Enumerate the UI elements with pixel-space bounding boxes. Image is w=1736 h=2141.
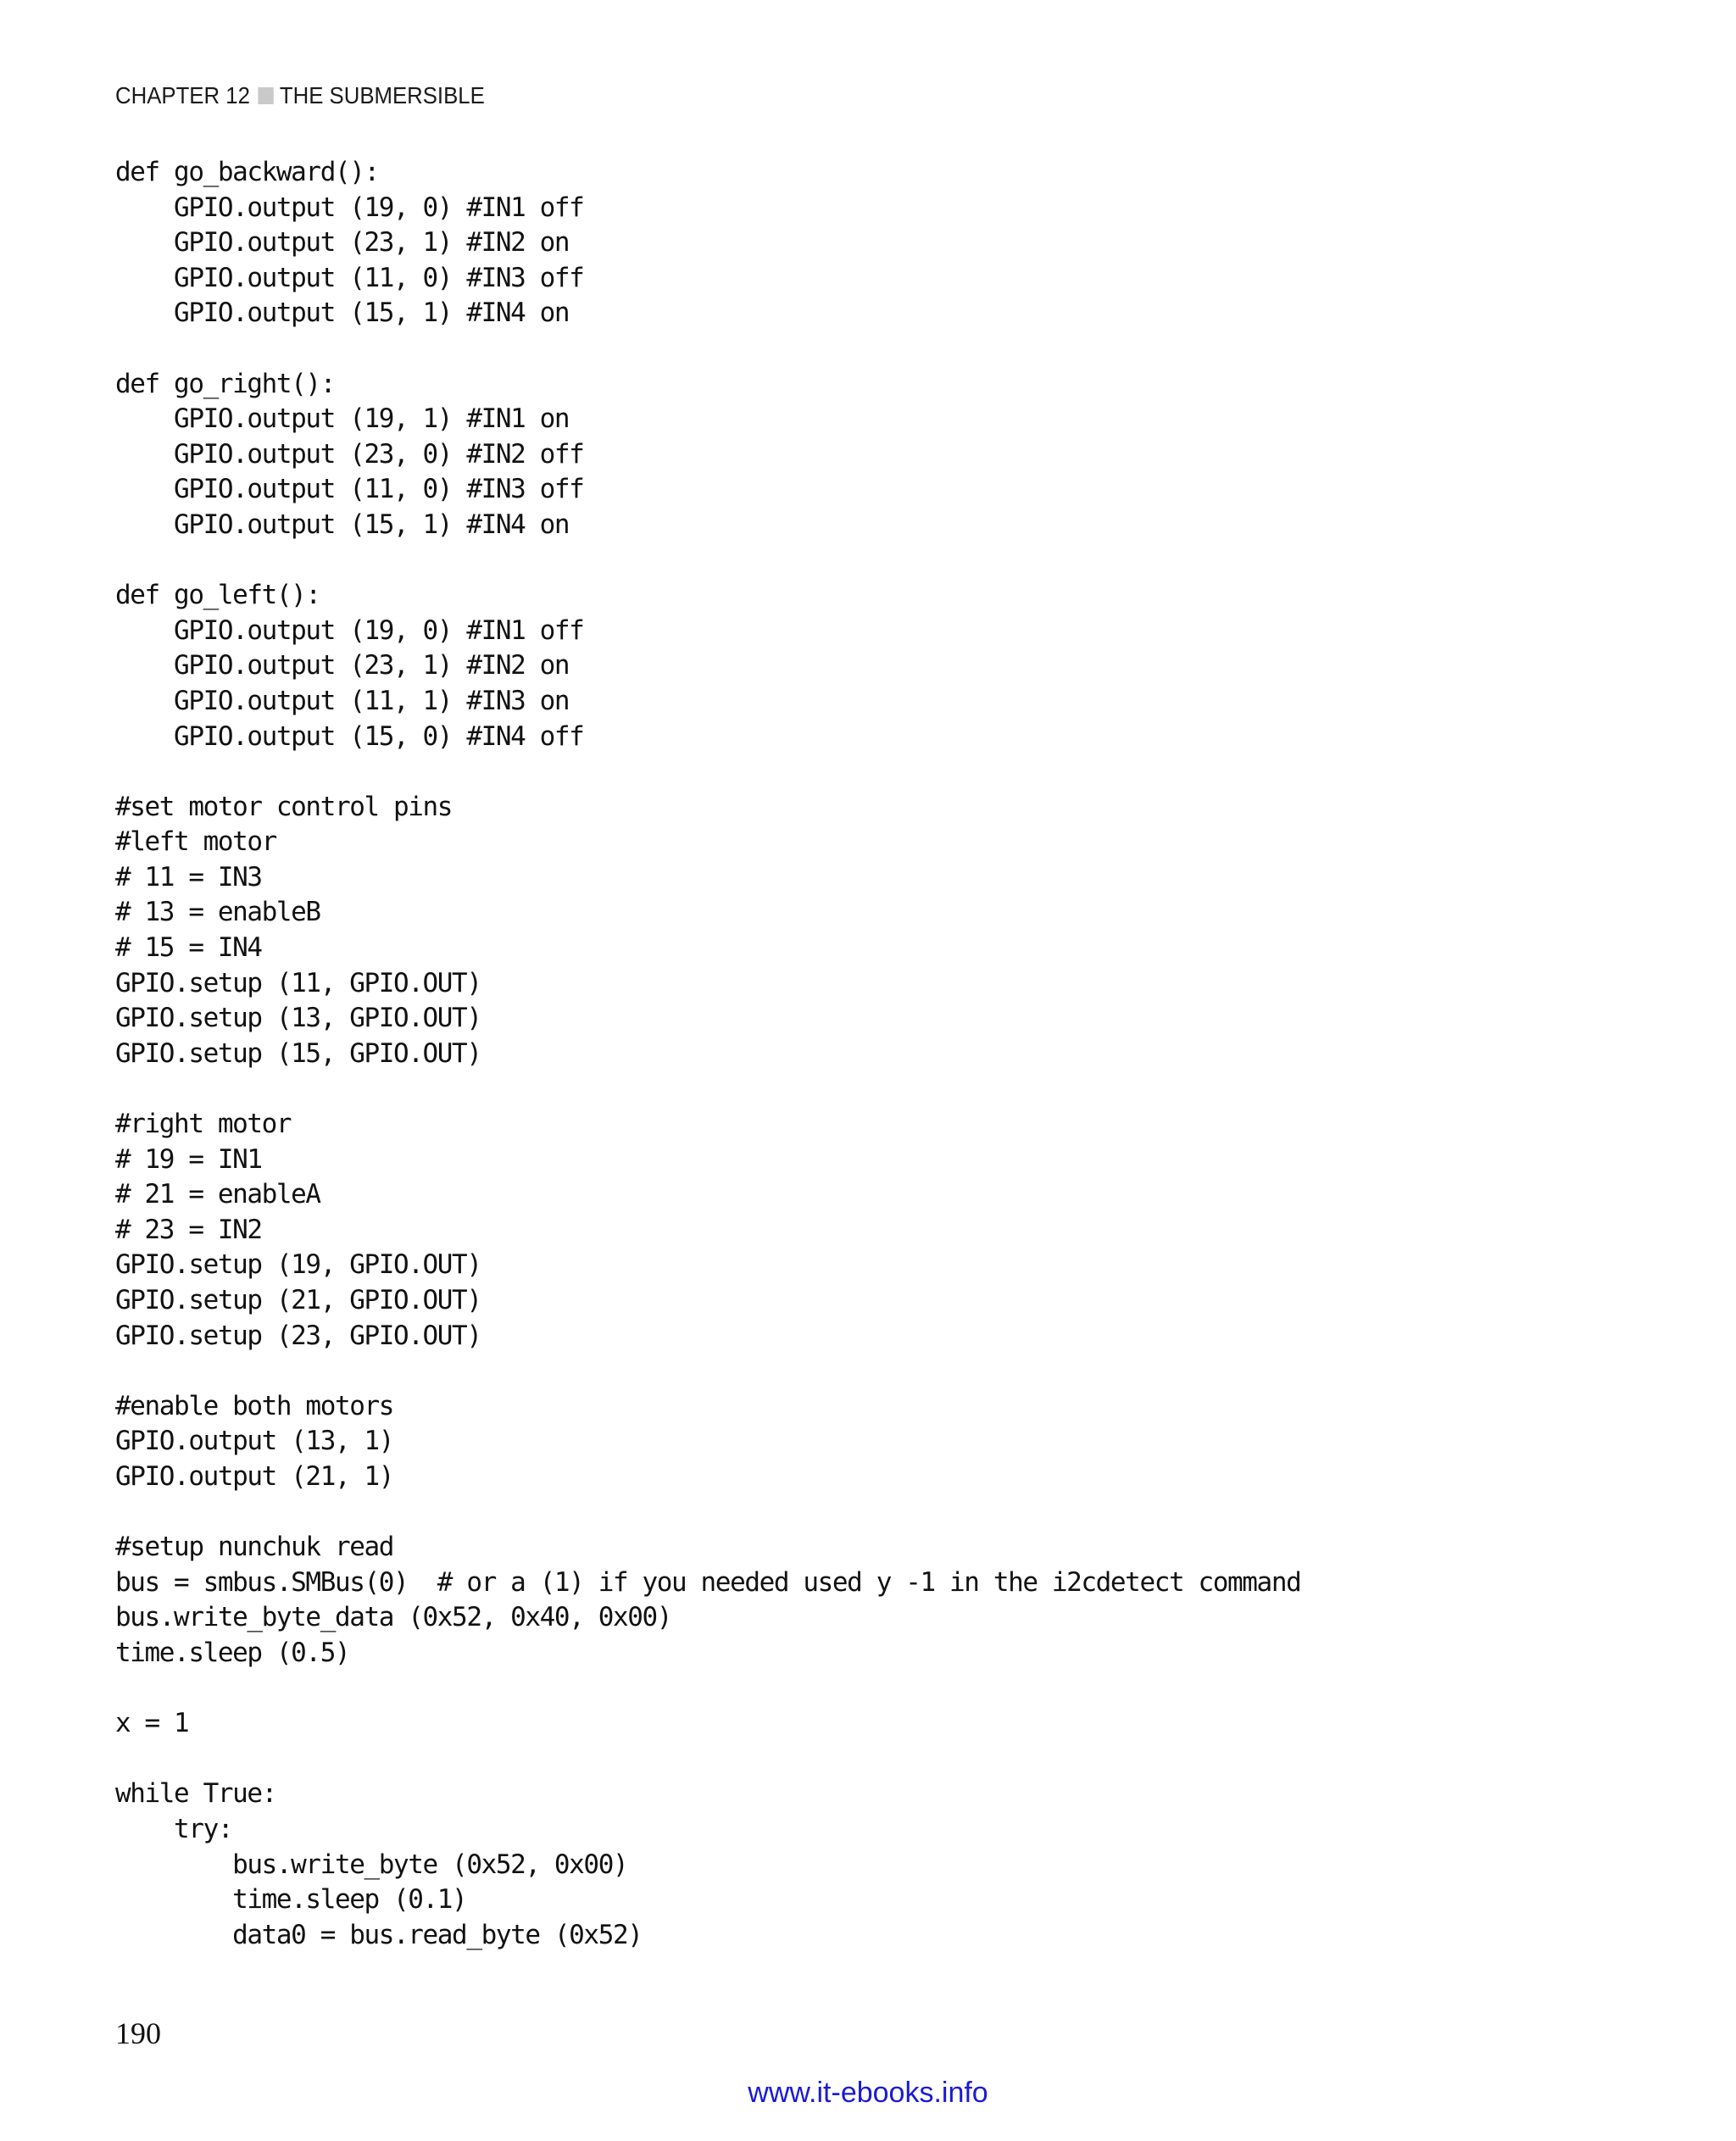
chapter-title: THE SUBMERSIBLE <box>279 82 485 108</box>
code-line: #set motor control pins <box>115 791 453 822</box>
code-line: GPIO.output (15, 1) #IN4 on <box>115 509 570 540</box>
code-line: # 21 = enableA <box>115 1179 320 1210</box>
chapter-label: CHAPTER 12 <box>115 82 250 108</box>
code-line <box>115 754 1300 790</box>
code-line <box>115 1071 1300 1107</box>
code-line: GPIO.setup (23, GPIO.OUT) <box>115 1320 481 1351</box>
code-line: while True: <box>115 1778 276 1810</box>
footer-website-link[interactable]: www.it-ebooks.info <box>748 2077 988 2109</box>
code-line <box>115 1354 1300 1389</box>
code-line: # 11 = IN3 <box>115 861 262 893</box>
code-line: bus = smbus.SMBus(0) # or a (1) if you needed used y -1 in the i2cdetect command <box>115 1566 1301 1598</box>
code-line <box>115 543 1300 579</box>
code-line: GPIO.output (19, 1) #IN1 on <box>115 403 570 435</box>
code-line: GPIO.output (15, 1) #IN4 on <box>115 298 570 329</box>
code-line: bus.write_byte_data (0x52, 0x40, 0x00) <box>115 1602 672 1633</box>
code-line: GPIO.setup (21, GPIO.OUT) <box>115 1285 481 1315</box>
code-line: #setup nunchuk read <box>115 1532 394 1563</box>
code-line: time.sleep (0.1) <box>115 1884 467 1916</box>
code-line: GPIO.output (21, 1) <box>115 1460 394 1492</box>
code-line: # 19 = IN1 <box>115 1143 262 1175</box>
code-line: #left motor <box>115 826 276 858</box>
code-line: GPIO.output (23, 0) #IN2 off <box>115 438 584 470</box>
code-line: x = 1 <box>115 1708 189 1739</box>
code-line: try: <box>115 1813 233 1844</box>
code-line: # 23 = IN2 <box>115 1214 262 1245</box>
code-line: GPIO.output (19, 0) #IN1 off <box>115 192 584 223</box>
code-line: def go_left(): <box>115 580 320 611</box>
code-line: GPIO.output (11, 0) #IN3 off <box>115 474 584 505</box>
code-line <box>115 331 1300 367</box>
code-line <box>115 1742 1300 1777</box>
code-line: GPIO.output (11, 0) #IN3 off <box>115 262 584 293</box>
code-line: GPIO.setup (11, GPIO.OUT) <box>115 967 481 998</box>
code-line: time.sleep (0.5) <box>115 1637 350 1668</box>
code-line: # 15 = IN4 <box>115 932 262 964</box>
code-line: GPIO.setup (15, GPIO.OUT) <box>115 1037 481 1069</box>
code-line: bus.write_byte (0x52, 0x00) <box>115 1849 628 1880</box>
code-line: data0 = bus.read_byte (0x52) <box>115 1919 643 1950</box>
code-line: GPIO.output (11, 1) #IN3 on <box>115 685 570 716</box>
code-line: #right motor <box>115 1109 292 1140</box>
code-line: def go_right(): <box>115 368 335 399</box>
code-line: GPIO.output (23, 1) #IN2 on <box>115 227 570 259</box>
code-line: GPIO.output (13, 1) <box>115 1426 394 1457</box>
code-line: GPIO.output (19, 0) #IN1 off <box>115 614 584 646</box>
code-line: GPIO.setup (19, GPIO.OUT) <box>115 1249 481 1281</box>
code-listing <box>115 155 1300 1953</box>
code-line: GPIO.setup (13, GPIO.OUT) <box>115 1003 481 1034</box>
page-number: 190 <box>115 2016 161 2050</box>
code-line <box>115 1495 1300 1531</box>
code-line: # 13 = enableB <box>115 897 320 928</box>
code-line: GPIO.output (23, 1) #IN2 on <box>115 650 570 681</box>
code-line <box>115 1671 1300 1707</box>
code-line: GPIO.output (15, 0) #IN4 off <box>115 720 584 752</box>
running-head <box>115 81 485 110</box>
code-line: def go_backward(): <box>115 157 379 187</box>
code-line: #enable both motors <box>115 1390 394 1421</box>
header-separator-square <box>258 87 273 104</box>
